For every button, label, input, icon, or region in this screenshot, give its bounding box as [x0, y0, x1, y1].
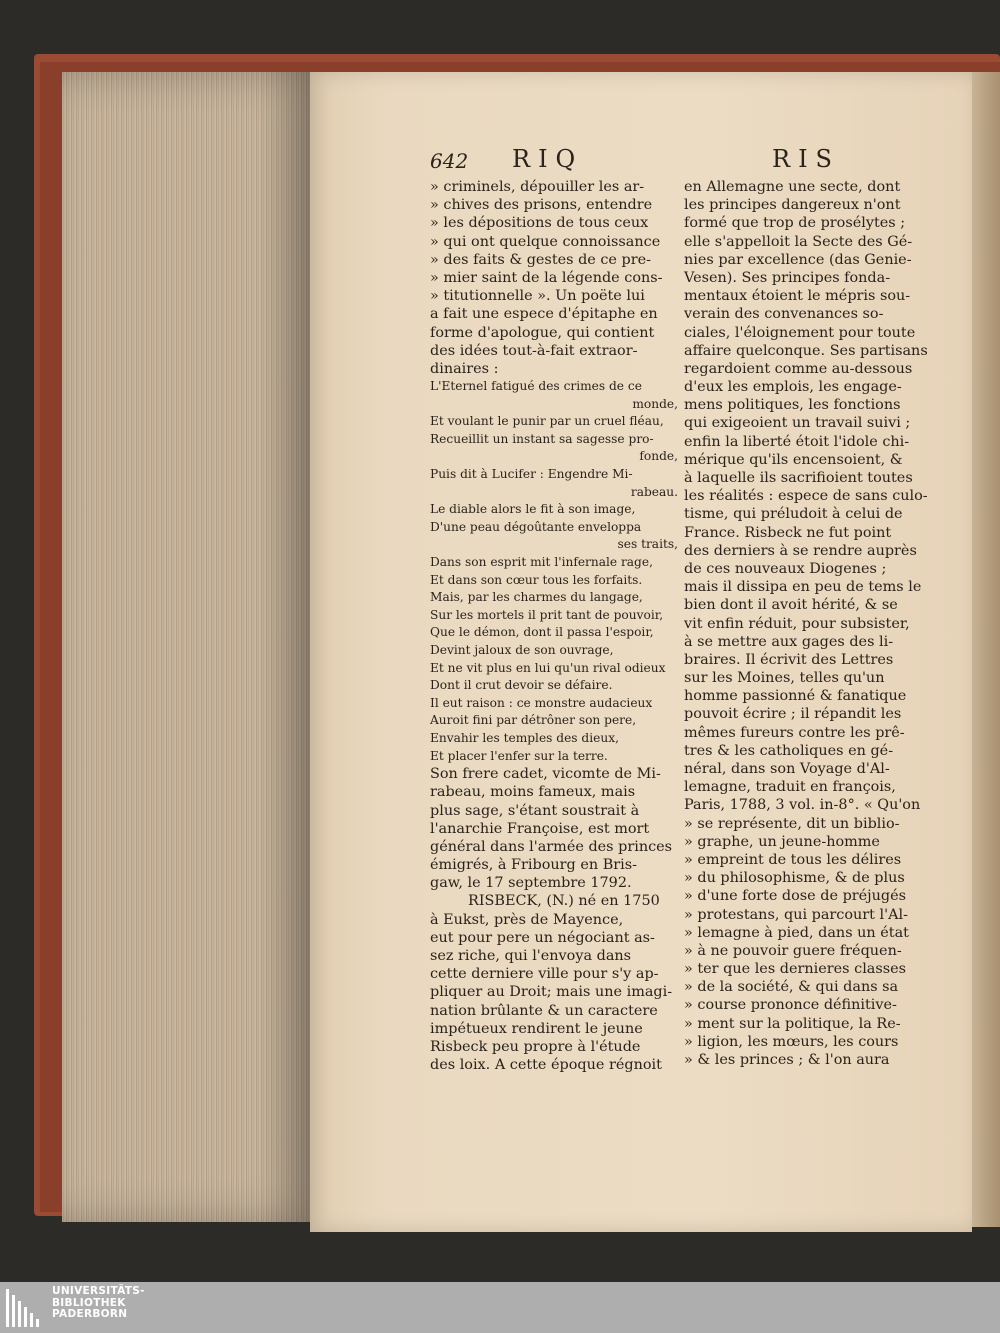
running-head-right: RIS: [772, 145, 840, 173]
text-line: » titutionnelle ». Un poëte lui: [430, 288, 645, 305]
text-line: pliquer au Droit; mais une imagi-: [430, 984, 673, 1001]
text-line: les réalités : espece de sans culo-: [684, 488, 928, 505]
text-line: France. Risbeck ne fut point: [684, 524, 892, 541]
text-line: l'anarchie Françoise, est mort: [430, 820, 650, 837]
text-line: impétueux rendirent le jeune: [430, 1020, 643, 1037]
text-line: » empreint de tous les délires: [684, 851, 902, 868]
text-line: forme d'apologue, qui contient: [430, 324, 655, 341]
page-header: [430, 145, 870, 181]
text-line: rabeau.: [630, 484, 678, 499]
text-line: mens politiques, les fonctions: [684, 397, 901, 414]
text-line: de ces nouveaux Diogenes ;: [684, 560, 887, 577]
text-line: Et voulant le punir par un cruel fléau,: [430, 414, 664, 429]
text-line: » des faits & gestes de ce pre-: [430, 251, 651, 268]
text-line: plus sage, s'étant soustrait à: [430, 802, 640, 819]
library-footer-bar: [0, 1282, 1000, 1333]
text-line: qui exigeoient un travail suivi ;: [684, 415, 911, 432]
text-line: général dans l'armée des princes: [430, 838, 673, 855]
text-line: » course prononce définitive-: [684, 997, 897, 1014]
text-line: monde,: [632, 396, 678, 411]
text-line: D'une peau dégoûtante enveloppa: [430, 519, 642, 534]
text-line: Risbeck peu propre à l'étude: [430, 1038, 641, 1055]
text-line: » mier saint de la légende cons-: [430, 269, 663, 286]
text-line: Le diable alors le fit à son image,: [430, 502, 636, 517]
text-line: mêmes fureurs contre les prê-: [684, 724, 905, 741]
text-line: RISBECK, (N.) né en 1750: [468, 893, 660, 910]
text-line: » les dépositions de tous ceux: [430, 215, 649, 232]
text-line: » lemagne à pied, dans un état: [684, 924, 909, 941]
text-line: eut pour pere un négociant as-: [430, 929, 655, 946]
text-line: gaw, le 17 septembre 1792.: [430, 875, 632, 892]
text-line: à Eukst, près de Mayence,: [430, 911, 624, 928]
text-line: lemagne, traduit en françois,: [684, 779, 896, 796]
text-line: sez riche, qui l'envoya dans: [430, 948, 632, 964]
text-line: regardoient comme au-dessous: [684, 360, 913, 377]
text-line: a fait une espece d'épitaphe en: [430, 306, 658, 323]
text-line: néral, dans son Voyage d'Al-: [684, 761, 890, 777]
text-line: » se représente, dit un biblio-: [684, 815, 900, 832]
text-line: » ment sur la politique, la Re-: [684, 1015, 901, 1032]
text-line: dinaires :: [430, 360, 499, 377]
text-line: en Allemagne une secte, dont: [684, 179, 901, 195]
text-line: Envahir les temples des dieux,: [430, 730, 619, 745]
text-line: » criminels, dépouiller les ar-: [430, 179, 645, 195]
text-line: nation brûlante & un caractere: [430, 1002, 658, 1019]
right-page-edges: [972, 72, 1000, 1227]
left-text-column: [430, 178, 678, 1074]
text-line: » protestans, qui parcourt l'Al-: [684, 906, 908, 923]
text-line: mérique qu'ils encensoient, &: [684, 451, 903, 468]
text-line: Sur les mortels il prit tant de pouvoir,: [430, 607, 664, 622]
text-line: pouvoit écrire ; il répandit les: [684, 706, 902, 723]
text-line: cette derniere ville pour s'y ap-: [430, 966, 659, 983]
text-line: elle s'appelloit la Secte des Gé-: [684, 233, 913, 250]
text-line: verain des convenances so-: [684, 306, 884, 323]
library-name: [52, 1286, 145, 1321]
text-line: Devint jaloux de son ouvrage,: [430, 642, 614, 657]
text-line: L'Eternel fatigué des crimes de ce: [430, 379, 642, 394]
text-line: » ligion, les mœurs, les cours: [684, 1033, 899, 1050]
library-name-line3: PADERBORN: [52, 1308, 128, 1320]
text-line: » qui ont quelque connoissance: [430, 233, 661, 250]
text-line: » chives des prisons, entendre: [430, 197, 653, 214]
right-text-column: [684, 178, 928, 1069]
text-line: à se mettre aux gages des li-: [684, 633, 894, 650]
text-line: » ter que les dernieres classes: [684, 961, 907, 978]
text-line: rabeau, moins fameux, mais: [430, 784, 636, 801]
text-line: formé que trop de prosélytes ;: [684, 215, 906, 232]
text-line: Mais, par les charmes du langage,: [430, 590, 643, 605]
text-line: Son frere cadet, vicomte de Mi-: [430, 766, 661, 783]
text-line: Et ne vit plus en lui qu'un rival odieux: [430, 660, 666, 675]
text-line: mentaux étoient le mépris sou-: [684, 288, 911, 305]
text-line: bien dont il avoit hérité, & se: [684, 597, 898, 614]
text-line: tisme, qui préludoit à celui de: [684, 506, 903, 523]
page-number: 642: [430, 149, 469, 173]
text-line: des idées tout-à-fait extraor-: [430, 342, 638, 359]
text-line: » graphe, un jeune-homme: [684, 833, 880, 850]
text-line: d'eux les emplois, les engage-: [684, 379, 902, 396]
text-line: » de la société, & qui dans sa: [684, 979, 899, 996]
text-line: Et dans son cœur tous les forfaits.: [430, 572, 643, 587]
text-line: Dont il crut devoir se défaire.: [430, 678, 613, 693]
text-line: vit enfin réduit, pour subsister,: [684, 615, 910, 632]
text-line: des loix. A cette époque régnoit: [430, 1057, 662, 1074]
text-line: Puis dit à Lucifer : Engendre Mi-: [430, 467, 633, 482]
library-logo-icon: [4, 1285, 48, 1329]
library-name-line2: BIBLIOTHEK: [52, 1296, 126, 1309]
text-line: enfin la liberté étoit l'idole chi-: [684, 433, 910, 450]
text-line: nies par excellence (das Genie-: [684, 251, 912, 268]
text-line: les principes dangereux n'ont: [684, 197, 901, 214]
text-line: homme passionné & fanatique: [684, 688, 907, 705]
text-line: » & les princes ; & l'on aura: [684, 1052, 890, 1068]
library-name-line1: UNIVERSITÄTS-: [52, 1285, 145, 1297]
text-line: à laquelle ils sacrifioient toutes: [684, 470, 913, 486]
text-line: » d'une forte dose de préjugés: [684, 888, 907, 905]
text-line: ciales, l'éloignement pour toute: [684, 324, 916, 341]
text-line: Paris, 1788, 3 vol. in-8°. « Qu'on: [684, 797, 921, 814]
text-line: tres & les catholiques en gé-: [684, 742, 894, 759]
text-line: Recueillit un instant sa sagesse pro-: [430, 431, 654, 446]
text-line: affaire quelconque. Ses partisans: [684, 342, 928, 359]
text-line: Vesen). Ses principes fonda-: [684, 269, 891, 286]
text-line: Dans son esprit mit l'infernale rage,: [430, 555, 653, 569]
text-line: » à ne pouvoir guere fréquen-: [684, 942, 902, 959]
text-line: ses traits,: [617, 537, 678, 552]
text-line: Que le démon, dont il passa l'espoir,: [430, 625, 654, 640]
text-line: des derniers à se rendre auprès: [684, 542, 917, 559]
text-line: Il eut raison : ce monstre audacieux: [430, 695, 653, 710]
text-line: fonde,: [639, 449, 678, 464]
text-line: sur les Moines, telles qu'un: [684, 670, 885, 687]
text-line: émigrés, à Fribourg en Bris-: [430, 857, 637, 874]
text-line: » du philosophisme, & de plus: [684, 870, 905, 887]
text-line: Auroit fini par détrôner son pere,: [430, 713, 637, 728]
text-line: braires. Il écrivit des Lettres: [684, 651, 894, 668]
running-head-left: RIQ: [512, 145, 584, 173]
text-line: Et placer l'enfer sur la terre.: [430, 748, 608, 763]
text-line: mais il dissipa en peu de tems le: [684, 579, 922, 596]
